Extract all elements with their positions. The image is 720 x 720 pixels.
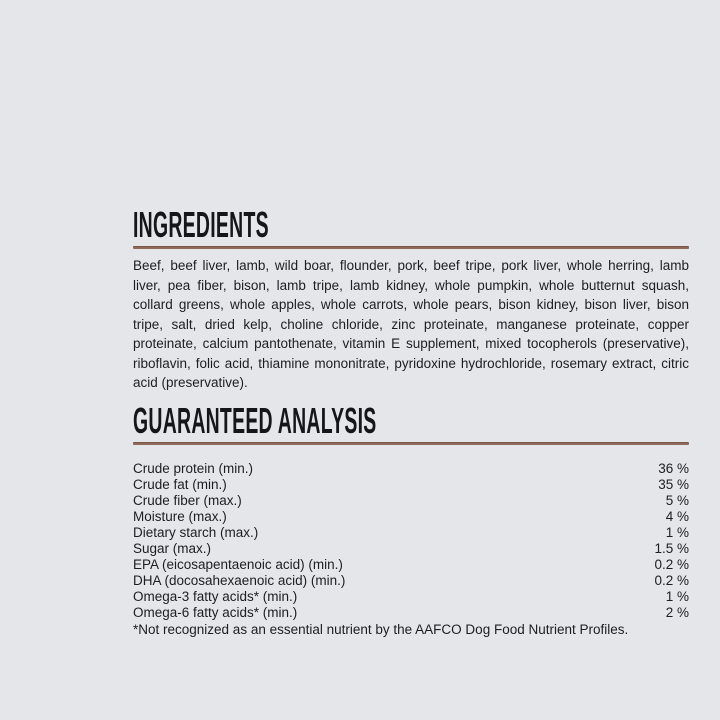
- analysis-label: DHA (docosahexaenoic acid) (min.): [133, 573, 346, 589]
- ingredients-section: [133, 206, 689, 393]
- ingredients-text: Beef, beef liver, lamb, wild boar, flounder, pork, beef tripe, pork liver, whole herring, lamb liver, pea fiber, bison, lamb tripe, lamb kidney, whole pumpkin, whole butternut squash, collard greens, whole apples, whole carrots, whole pears, bison kidney, bison liver, bison tripe, salt, dried kelp, choline chloride, zinc proteinate, manganese proteinate, copper proteinate, calcium pantothenate, vitamin E supplement, mixed tocopherols (preservative), riboflavin, folic acid, thiamine mononitrate, pyridoxine hydrochloride, rosemary extract, citric acid (preservative).: [133, 258, 689, 390]
- analysis-value: 35 %: [658, 476, 689, 492]
- analysis-value: 5 %: [665, 492, 689, 508]
- analysis-label: Crude fat (min.): [133, 476, 227, 492]
- analysis-label: Omega-6 fatty acids* (min.): [133, 605, 298, 621]
- analysis-label: Crude protein (min.): [133, 460, 254, 476]
- guaranteed-analysis-divider: [133, 442, 689, 445]
- analysis-label: Crude fiber (max.): [133, 492, 242, 508]
- ingredients-title-text: INGREDIENTS: [133, 204, 269, 245]
- analysis-row: [133, 557, 689, 573]
- analysis-value: 1 %: [665, 524, 689, 540]
- analysis-label: Omega-3 fatty acids* (min.): [133, 589, 298, 605]
- analysis-value: 2 %: [665, 605, 689, 621]
- analysis-row: [133, 605, 689, 621]
- analysis-value: 0.2 %: [654, 573, 689, 589]
- analysis-row: [133, 525, 689, 541]
- analysis-value: 1 %: [665, 589, 689, 605]
- guaranteed-analysis-title: [133, 399, 689, 441]
- guaranteed-analysis-section: [133, 399, 689, 639]
- analysis-row: [133, 541, 689, 557]
- analysis-row: [133, 573, 689, 589]
- analysis-label: Moisture (max.): [133, 508, 227, 524]
- pet-food-label-panel: [133, 206, 689, 638]
- analysis-table: [133, 461, 689, 622]
- guaranteed-analysis-title-text: GUARANTEED ANALYSIS: [133, 399, 377, 441]
- ingredients-divider: [133, 246, 689, 249]
- analysis-value: 36 %: [658, 460, 689, 476]
- analysis-row: [133, 589, 689, 605]
- ingredients-title: [133, 206, 689, 244]
- analysis-value: 4 %: [665, 508, 689, 524]
- analysis-row: [133, 461, 689, 477]
- analysis-row: [133, 477, 689, 493]
- analysis-value: 0.2 %: [654, 557, 689, 573]
- aafco-footnote: *Not recognized as an essential nutrient by the AAFCO Dog Food Nutrient Profiles.: [133, 622, 629, 638]
- analysis-label: Dietary starch (max.): [133, 524, 259, 540]
- analysis-label: Sugar (max.): [133, 540, 212, 556]
- analysis-label: EPA (eicosapentaenoic acid) (min.): [133, 557, 343, 573]
- analysis-row: [133, 493, 689, 509]
- analysis-value: 1.5 %: [654, 540, 689, 556]
- analysis-row: [133, 509, 689, 525]
